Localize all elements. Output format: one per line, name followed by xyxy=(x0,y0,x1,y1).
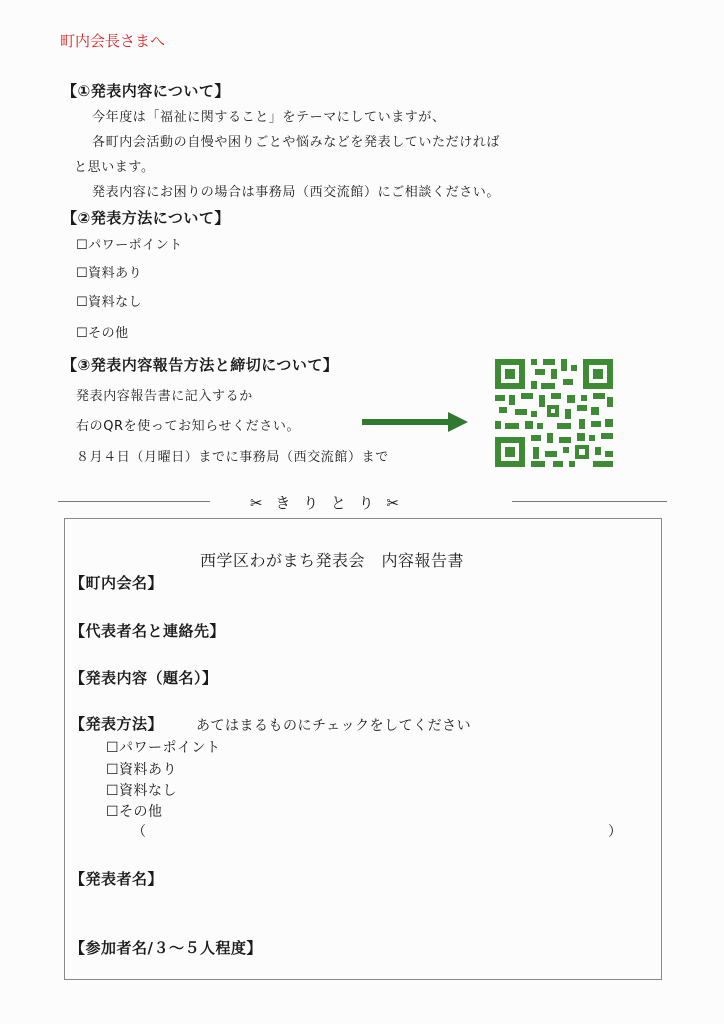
option-with-materials-checkbox[interactable]: ☐資料あり xyxy=(76,266,143,281)
salutation: 町内会長さまへ xyxy=(60,32,166,50)
presenter-field[interactable]: 【発表者名】 xyxy=(70,870,164,888)
form-title: 西学区わがまち発表会 内容報告書 xyxy=(200,551,465,570)
option-no-materials-checkbox[interactable]: ☐資料なし xyxy=(76,295,143,310)
cut-label: ✂ き り と り ✂ xyxy=(250,494,403,512)
other-paren-open: （ xyxy=(132,824,146,840)
cut-line-right xyxy=(512,501,667,502)
section1-line: と思います。 xyxy=(74,160,155,175)
section3-heading: 【③発表内容報告方法と締切について】 xyxy=(62,356,339,374)
town-association-field[interactable]: 【町内会名】 xyxy=(70,574,164,592)
section3-line: ８月４日（月曜日）までに事務局（西交流館）まで xyxy=(76,450,389,465)
arrow-right-icon xyxy=(362,412,468,432)
method-instruction: あてはまるものにチェックをしてください xyxy=(196,718,472,734)
cut-line-left xyxy=(58,501,210,502)
form-option-other-checkbox[interactable]: ☐その他 xyxy=(106,804,163,820)
other-paren-close: ） xyxy=(608,824,622,840)
section3-line: 右のQRを使ってお知らせください。 xyxy=(76,419,301,434)
presentation-title-field[interactable]: 【発表内容（題名）】 xyxy=(70,669,218,687)
form-option-with-materials-checkbox[interactable]: ☐資料あり xyxy=(106,762,178,778)
option-other-checkbox[interactable]: ☐その他 xyxy=(76,326,129,341)
section1-line: 今年度は「福祉に関すること」をテーマにしていますが、 xyxy=(92,110,446,125)
representative-field[interactable]: 【代表者名と連絡先】 xyxy=(70,622,226,640)
option-powerpoint-checkbox[interactable]: ☐パワーポイント xyxy=(76,238,183,253)
method-label: 【発表方法】 xyxy=(70,715,164,733)
qr-code-icon[interactable] xyxy=(495,359,613,467)
section1-line: 発表内容にお困りの場合は事務局（西交流館）にご相談ください。 xyxy=(92,185,501,200)
section1-heading: 【①発表内容について】 xyxy=(62,82,230,100)
section3-line: 発表内容報告書に記入するか xyxy=(76,389,253,404)
section1-line: 各町内会活動の自慢や困りごとや悩みなどを発表していただければ xyxy=(92,135,501,150)
section2-heading: 【②発表方法について】 xyxy=(62,209,230,227)
other-detail-input[interactable] xyxy=(152,822,606,838)
form-option-powerpoint-checkbox[interactable]: ☐パワーポイント xyxy=(106,740,221,756)
form-option-no-materials-checkbox[interactable]: ☐資料なし xyxy=(106,783,178,799)
participants-field[interactable]: 【参加者名/３～５人程度】 xyxy=(70,939,262,957)
